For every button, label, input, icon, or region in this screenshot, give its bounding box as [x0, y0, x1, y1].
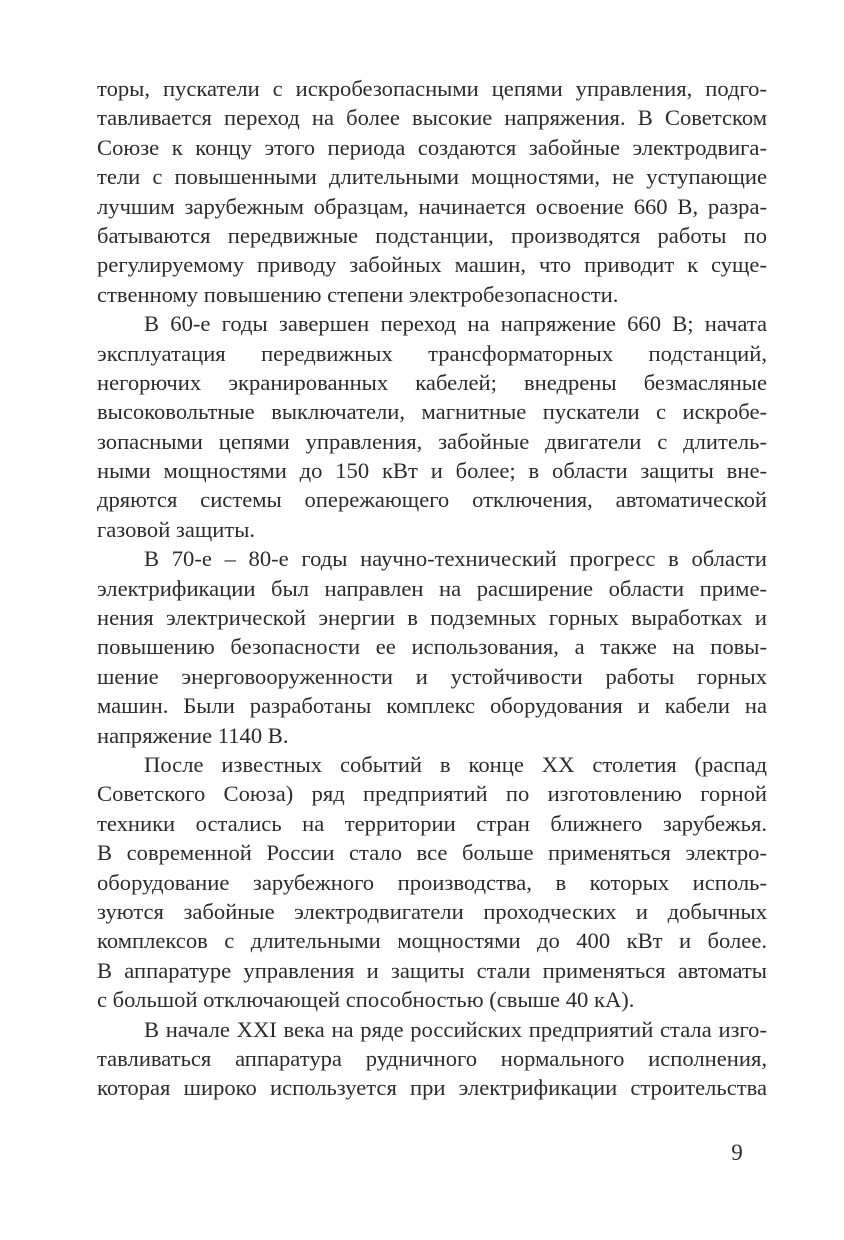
text-line: комплексов с длительными мощностями до 400 кВт и более.: [97, 928, 767, 954]
text-line: Союзе к концу этого периода создаются забойные электродвига-: [97, 134, 767, 160]
text-line: батываются передвижные подстанции, производятся работы по: [97, 222, 767, 248]
text-line: которая широко используется при электрификации строительства: [97, 1075, 767, 1101]
text-line: шение энерговооруженности и устойчивости работы горных: [97, 663, 767, 689]
text-line: повышению безопасности ее использования, а также на повы-: [97, 634, 767, 660]
text-line: оборудование зарубежного производства, в которых исполь-: [97, 869, 767, 895]
text-line: лучшим зарубежным образцам, начинается освоение 660 В, разра-: [97, 193, 767, 219]
text-line: регулируемому приводу забойных машин, что приводит к суще-: [97, 252, 767, 278]
text-line: нения электрической энергии в подземных горных выработках и: [97, 605, 767, 631]
page-number: 9: [731, 1140, 743, 1165]
text-line: техники остались на территории стран ближнего зарубежья.: [97, 810, 767, 836]
text-line: В начале XXI века на ряде российских предприятий стала изго-: [144, 1016, 767, 1042]
paragraph-2: [97, 309, 767, 544]
text-line: негорючих экранированных кабелей; внедрены безмасляные: [97, 369, 767, 395]
text-line: В 60-е годы завершен переход на напряжение 660 В; начата: [144, 311, 767, 337]
text-line: После известных событий в конце ХХ столетия (распад: [144, 751, 767, 777]
text-line: ственному повышению степени электробезопасности.: [97, 281, 619, 307]
paragraph-4: [97, 750, 767, 1015]
text-line: В аппаратуре управления и защиты стали применяться автоматы: [97, 957, 767, 983]
text-line: дряются системы опережающего отключения, автоматической: [97, 487, 767, 513]
text-line: В современной России стало все больше применяться электро-: [97, 840, 767, 866]
text-line: тавливаться аппаратура рудничного нормального исполнения,: [97, 1045, 767, 1071]
text-line: В 70-е – 80-е годы научно-технический прогресс в области: [144, 546, 767, 572]
text-line: зуются забойные электродвигатели проходческих и добычных: [97, 898, 767, 924]
text-line: торы, пускатели с искробезопасными цепями управления, подго-: [97, 76, 767, 101]
text-line: высоковольтные выключатели, магнитные пускатели с искробе-: [97, 399, 767, 425]
text-line: с большой отключающей способностью (свыше 40 кА).: [97, 987, 635, 1013]
text-line: тавливается переход на более высокие напряжения. В Советском: [97, 105, 767, 131]
paragraph-3: [97, 544, 767, 750]
paragraph-1: [97, 74, 767, 309]
text-line: ными мощностями до 150 кВт и более; в области защиты вне-: [97, 458, 767, 484]
text-line: Советского Союза) ряд предприятий по изготовлению горной: [97, 781, 767, 807]
text-line: зопасными цепями управления, забойные двигатели с длитель-: [97, 428, 767, 454]
text-line: напряжение 1140 В.: [97, 722, 289, 748]
text-line: эксплуатация передвижных трансформаторных подстанций,: [97, 340, 767, 366]
text-line: электрификации был направлен на расширение области приме-: [97, 575, 767, 601]
page-body: [97, 74, 767, 1103]
paragraph-5: [97, 1015, 767, 1103]
text-line: тели с повышенными длительными мощностями, не уступающие: [97, 164, 767, 190]
text-line: машин. Были разработаны комплекс оборудования и кабели на: [97, 693, 767, 719]
text-line: газовой защиты.: [97, 516, 256, 542]
